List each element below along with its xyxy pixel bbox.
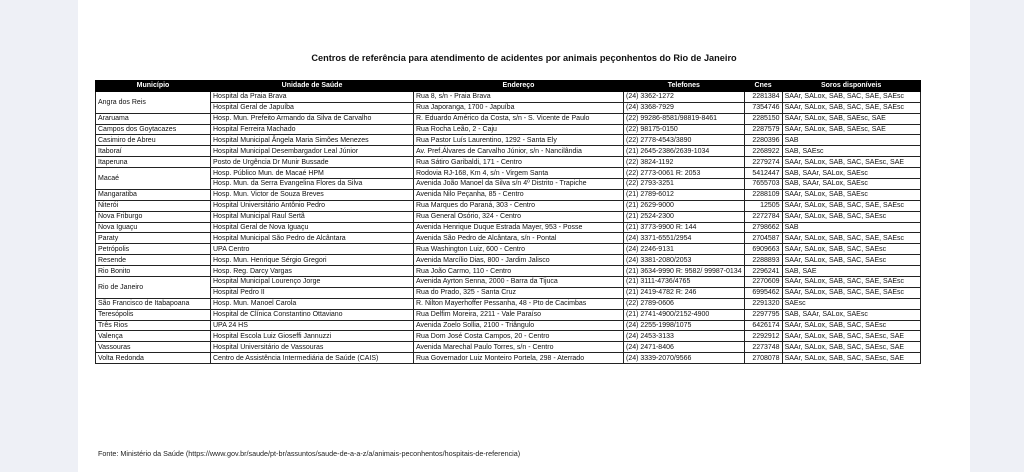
cell-soros: SAAr, SALox, SAB, SAC, SAEsc, SAE (782, 157, 920, 168)
table-row (96, 200, 921, 211)
cell-soros: SAAr, SALox, SAB, SAC, SAEsc, SAE (782, 353, 920, 364)
cell-endereco: Avenida Marcílio Dias, 800 - Jardim Jalisco (414, 255, 624, 266)
cell-municipio: Itaperuna (96, 157, 211, 168)
cell-cnes: 2704587 (744, 233, 782, 244)
cell-soros: SAAr, SALox, SAB, SAC, SAE, SAEsc (782, 200, 920, 211)
cell-unidade: UPA 24 HS (211, 320, 414, 331)
cell-municipio: Rio Bonito (96, 266, 211, 277)
cell-soros: SAAr, SALox, SAB, SAC, SAEsc (782, 255, 920, 266)
cell-endereco: Rua Marques do Paraná, 303 - Centro (414, 200, 624, 211)
cell-endereco: Rua Dom José Costa Campos, 20 - Centro (414, 331, 624, 342)
cell-unidade: Hosp. Mun. Henrique Sérgio Gregori (211, 255, 414, 266)
cell-unidade: Hospital Universitário de Vassouras (211, 342, 414, 353)
table-row (96, 255, 921, 266)
cell-telefones: (24) 3339-2070/9566 (624, 353, 745, 364)
table-row (96, 146, 921, 157)
cell-unidade: Hospital Geral de Japuíba (211, 102, 414, 113)
cell-unidade: Hospital da Praia Brava (211, 91, 414, 102)
header-telefones: Telefones (624, 81, 745, 92)
table-row (96, 113, 921, 124)
cell-endereco: Rua Governador Luiz Monteiro Portela, 298 - Aterrado (414, 353, 624, 364)
cell-unidade: Hospital de Clínica Constantino Ottaviano (211, 309, 414, 320)
cell-telefones: (21) 2524-2300 (624, 211, 745, 222)
cell-cnes: 2268922 (744, 146, 782, 157)
table-row (96, 189, 921, 200)
cell-cnes: 2285150 (744, 113, 782, 124)
cell-municipio: Teresópolis (96, 309, 211, 320)
cell-municipio: Macaé (96, 168, 211, 190)
cell-telefones: (24) 2255-1998/1075 (624, 320, 745, 331)
cell-cnes: 2287579 (744, 124, 782, 135)
cell-unidade: Hospital Municipal São Pedro de Alcântara (211, 233, 414, 244)
cell-soros: SAB (782, 222, 920, 233)
cell-unidade: Hosp. Reg. Darcy Vargas (211, 266, 414, 277)
cell-cnes: 7655703 (744, 179, 782, 190)
cell-soros: SAB, SAAr, SALox, SAEsc (782, 179, 920, 190)
cell-soros: SAAr, SALox, SAB, SAEsc (782, 189, 920, 200)
cell-unidade: Hosp. Mun. Manoel Carola (211, 298, 414, 309)
cell-telefones: (24) 3368-7929 (624, 102, 745, 113)
cell-cnes: 6426174 (744, 320, 782, 331)
cell-cnes: 2296241 (744, 266, 782, 277)
cell-cnes: 2281384 (744, 91, 782, 102)
cell-soros: SAB, SAAr, SALox, SAEsc (782, 309, 920, 320)
cell-municipio: Petrópolis (96, 244, 211, 255)
cell-telefones: (24) 2246-9131 (624, 244, 745, 255)
cell-endereco: Rua Delfim Moreira, 2211 - Vale Paraíso (414, 309, 624, 320)
cell-unidade: Hosp. Mun. Victor de Souza Breves (211, 189, 414, 200)
cell-municipio: Três Rios (96, 320, 211, 331)
table-row (96, 277, 921, 288)
table-header-row (96, 81, 921, 92)
table-row (96, 211, 921, 222)
cell-municipio: Nova Friburgo (96, 211, 211, 222)
cell-cnes: 2288893 (744, 255, 782, 266)
cell-municipio: Campos dos Goytacazes (96, 124, 211, 135)
cell-soros: SAB (782, 135, 920, 146)
cell-unidade: Hospital Universitário Antônio Pedro (211, 200, 414, 211)
cell-cnes: 7354746 (744, 102, 782, 113)
cell-telefones: (22) 98175-0150 (624, 124, 745, 135)
cell-soros: SAAr, SALox, SAB, SAC, SAE, SAEsc (782, 233, 920, 244)
table-row (96, 157, 921, 168)
header-endereco: Endereço (414, 81, 624, 92)
reference-centers-table (95, 80, 921, 364)
cell-endereco: Rua Japoranga, 1700 - Japuíba (414, 102, 624, 113)
cell-endereco: Avenida São Pedro de Alcântara, s/n - Pontal (414, 233, 624, 244)
document-page (78, 0, 970, 472)
cell-cnes: 2708078 (744, 353, 782, 364)
cell-cnes: 12505 (744, 200, 782, 211)
cell-unidade: Hospital Pedro II (211, 287, 414, 298)
cell-endereco: Avenida João Manoel da Silva s/n 4º Distrito - Trapiche (414, 179, 624, 190)
cell-soros: SAAr, SALox, SAB, SAC, SAEsc (782, 320, 920, 331)
cell-cnes: 2272784 (744, 211, 782, 222)
cell-telefones: (21) 2419-4782 R: 246 (624, 287, 745, 298)
cell-municipio: Itaboraí (96, 146, 211, 157)
cell-soros: SAAr, SALox, SAB, SAC, SAEsc (782, 211, 920, 222)
cell-unidade: Hospital Municipal Raul Sertã (211, 211, 414, 222)
cell-unidade: Hospital Geral de Nova Iguaçu (211, 222, 414, 233)
cell-soros: SAB, SAE (782, 266, 920, 277)
table-row (96, 124, 921, 135)
cell-soros: SAAr, SALox, SAB, SAC, SAE, SAEsc (782, 277, 920, 288)
table-row (96, 309, 921, 320)
table-row (96, 135, 921, 146)
cell-soros: SAAr, SALox, SAB, SAC, SAE, SAEsc (782, 287, 920, 298)
table-row (96, 298, 921, 309)
table-row (96, 266, 921, 277)
cell-endereco: R. Eduardo Américo da Costa, s/n - S. Vicente de Paulo (414, 113, 624, 124)
cell-unidade: Posto de Urgência Dr Munir Bussade (211, 157, 414, 168)
table-row (96, 222, 921, 233)
cell-telefones: (21) 3634-9990 R: 9582/ 99987-0134 (624, 266, 745, 277)
cell-endereco: Rodovia RJ-168, Km 4, s/n - Virgem Santa (414, 168, 624, 179)
cell-cnes: 2270609 (744, 277, 782, 288)
cell-endereco: Rua General Osório, 324 - Centro (414, 211, 624, 222)
cell-municipio: Paraty (96, 233, 211, 244)
cell-municipio: Rio de Janeiro (96, 277, 211, 299)
table-row (96, 287, 921, 298)
cell-soros: SAAr, SALox, SAB, SAC, SAE, SAEsc (782, 91, 920, 102)
cell-soros: SAB, SAEsc (782, 146, 920, 157)
table-row (96, 168, 921, 179)
page-title: Centros de referência para atendimento de acidentes por animais peçonhentos do Rio de Janeiro (311, 53, 737, 63)
cell-cnes: 6909663 (744, 244, 782, 255)
cell-municipio: Angra dos Reis (96, 91, 211, 113)
table-row (96, 91, 921, 102)
cell-endereco: Avenida Zoelo Sollia, 2100 - Triângulo (414, 320, 624, 331)
cell-endereco: Avenida Ayrton Senna, 2000 - Barra da Tijuca (414, 277, 624, 288)
cell-telefones: (22) 3824-1192 (624, 157, 745, 168)
cell-endereco: Av. Pref.Álvares de Carvalho Júnior, s/n - Nancilândia (414, 146, 624, 157)
cell-unidade: Centro de Assistência Intermediária de Saúde (CAIS) (211, 353, 414, 364)
cell-telefones: (22) 2789-0606 (624, 298, 745, 309)
cell-endereco: Rua 8, s/n - Praia Brava (414, 91, 624, 102)
cell-telefones: (21) 2645-2386/2639-1034 (624, 146, 745, 157)
cell-soros: SAEsc (782, 298, 920, 309)
cell-cnes: 6995462 (744, 287, 782, 298)
header-cnes: Cnes (744, 81, 782, 92)
cell-endereco: Rua Pastor Luís Laurentino, 1292 - Santa Ely (414, 135, 624, 146)
cell-cnes: 5412447 (744, 168, 782, 179)
cell-endereco: Rua João Carmo, 110 - Centro (414, 266, 624, 277)
cell-telefones: (21) 2789-6012 (624, 189, 745, 200)
cell-endereco: Avenida Henrique Duque Estrada Mayer, 953 - Posse (414, 222, 624, 233)
table-row (96, 233, 921, 244)
cell-soros: SAAr, SALox, SAB, SAC, SAEsc (782, 244, 920, 255)
cell-telefones: (22) 2778-4543/3890 (624, 135, 745, 146)
cell-soros: SAAr, SALox, SAB, SAC, SAEsc, SAE (782, 342, 920, 353)
cell-municipio: Vassouras (96, 342, 211, 353)
cell-endereco: Avenida Marechal Paulo Torres, s/n - Centro (414, 342, 624, 353)
header-soros: Soros disponíveis (782, 81, 920, 92)
cell-cnes: 2279274 (744, 157, 782, 168)
cell-soros: SAAr, SALox, SAB, SAC, SAEsc, SAE (782, 331, 920, 342)
cell-municipio: Casimiro de Abreu (96, 135, 211, 146)
cell-soros: SAAr, SALox, SAB, SAEsc, SAE (782, 124, 920, 135)
cell-telefones: (22) 99286-8581/98819-8461 (624, 113, 745, 124)
cell-cnes: 2273748 (744, 342, 782, 353)
cell-unidade: UPA Centro (211, 244, 414, 255)
table-row (96, 331, 921, 342)
cell-unidade: Hosp. Mun. Prefeito Armando da Silva de Carvalho (211, 113, 414, 124)
cell-municipio: Niterói (96, 200, 211, 211)
cell-endereco: Rua Washington Luiz, 600 - Centro (414, 244, 624, 255)
cell-unidade: Hospital Escola Luiz Gioseffi Jannuzzi (211, 331, 414, 342)
cell-telefones: (24) 2471-8406 (624, 342, 745, 353)
cell-endereco: Rua Sátiro Garibaldi, 171 - Centro (414, 157, 624, 168)
table-row (96, 102, 921, 113)
cell-telefones: (21) 2741-4900/2152-4900 (624, 309, 745, 320)
cell-cnes: 2297795 (744, 309, 782, 320)
cell-municipio: Resende (96, 255, 211, 266)
cell-soros: SAB, SAAr, SALox, SAEsc (782, 168, 920, 179)
cell-unidade: Hosp. Mun. da Serra Evangelina Flores da Silva (211, 179, 414, 190)
cell-cnes: 2292912 (744, 331, 782, 342)
cell-municipio: Araruama (96, 113, 211, 124)
cell-municipio: São Francisco de Itabapoana (96, 298, 211, 309)
cell-cnes: 2288109 (744, 189, 782, 200)
cell-telefones: (21) 3111-4736/4765 (624, 277, 745, 288)
cell-unidade: Hospital Ferreira Machado (211, 124, 414, 135)
cell-telefones: (24) 3362-1272 (624, 91, 745, 102)
cell-unidade: Hospital Municipal Lourenço Jorge (211, 277, 414, 288)
cell-cnes: 2798662 (744, 222, 782, 233)
source-note: Fonte: Ministério da Saúde (https://www.gov.br/saude/pt-br/assuntos/saude-de-a-a-z/a/animais-peconhentos/hospitais-de-referencia) (98, 449, 521, 458)
cell-soros: SAAr, SALox, SAB, SAC, SAE, SAEsc (782, 102, 920, 113)
header-municipio: Município (96, 81, 211, 92)
cell-municipio: Volta Redonda (96, 353, 211, 364)
cell-cnes: 2291320 (744, 298, 782, 309)
cell-telefones: (24) 2453-3133 (624, 331, 745, 342)
header-unidade: Unidade de Saúde (211, 81, 414, 92)
cell-municipio: Nova Iguaçu (96, 222, 211, 233)
cell-soros: SAAr, SALox, SAB, SAEsc, SAE (782, 113, 920, 124)
cell-endereco: Avenida Nilo Peçanha, 85 - Centro (414, 189, 624, 200)
table-row (96, 353, 921, 364)
cell-unidade: Hosp. Público Mun. de Macaé HPM (211, 168, 414, 179)
table-row (96, 244, 921, 255)
cell-unidade: Hospital Municipal Ângela Maria Simões Menezes (211, 135, 414, 146)
cell-telefones: (21) 2629-9000 (624, 200, 745, 211)
cell-telefones: (22) 2773-0061 R: 2053 (624, 168, 745, 179)
cell-endereco: Rua Rocha Leão, 2 - Caju (414, 124, 624, 135)
cell-telefones: (24) 3381-2080/2053 (624, 255, 745, 266)
cell-municipio: Valença (96, 331, 211, 342)
cell-endereco: Rua do Prado, 325 - Santa Cruz (414, 287, 624, 298)
cell-unidade: Hospital Municipal Desembargador Leal Júnior (211, 146, 414, 157)
cell-telefones: (22) 2793-3251 (624, 179, 745, 190)
cell-telefones: (24) 3371-6551/2954 (624, 233, 745, 244)
cell-endereco: R. Nilton Mayerhoffer Pessanha, 48 - Pto de Cacimbas (414, 298, 624, 309)
table-row (96, 179, 921, 190)
table-row (96, 320, 921, 331)
table-body (96, 91, 921, 363)
cell-municipio: Mangaratiba (96, 189, 211, 200)
cell-telefones: (21) 3773-9900 R: 144 (624, 222, 745, 233)
cell-cnes: 2280396 (744, 135, 782, 146)
table-row (96, 342, 921, 353)
